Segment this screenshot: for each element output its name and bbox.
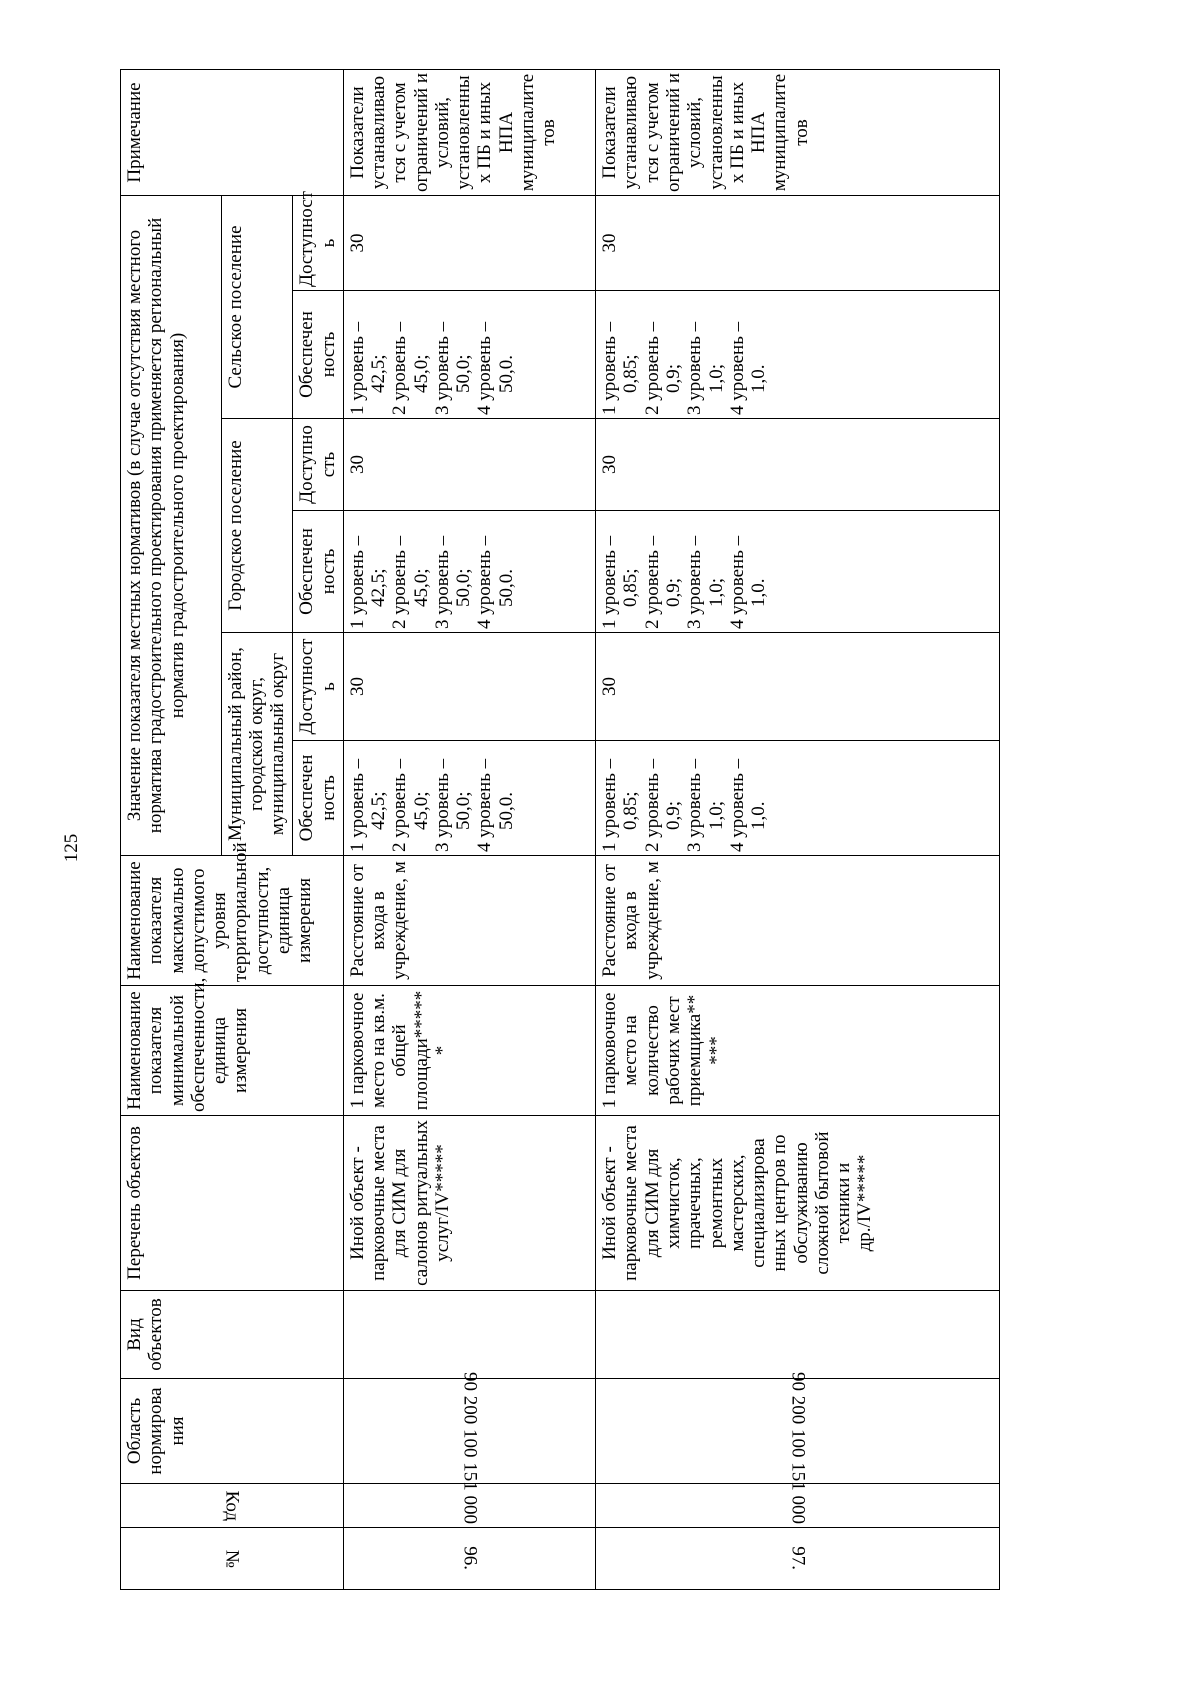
row-min-indicator: 1 парковочное место на количество рабочих мест приемщика** *** [596,986,1000,1116]
row-note: Показатели устанавливаю тся с учетом ограничений и условий, установленны х ПБ и иных НПА муниципалите тов [596,69,1000,195]
row-provision-mun: 1 уровень – 0,85; 2 уровень – 0,9; 3 уровень – 1,0; 4 уровень – 1,0. [596,741,1000,856]
header-area: Область нормирова ния [121,1379,344,1484]
table-row [343,69,595,1589]
page-number: 125 [61,833,82,863]
header-list: Перечень объектов [121,1116,344,1291]
header-provision-rural: Обеспечен ность [293,291,343,419]
row-code: 90 200 100 151 000 [596,1484,1000,1528]
header-code: Код [121,1484,344,1528]
row-provision-mun: 1 уровень – 42,5; 2 уровень – 45,0; 3 уровень – 50,0; 4 уровень – 50,0. [343,741,595,856]
header-municipal: Муниципальный район, городской округ, муниципальный округ [221,633,292,856]
row-min-indicator: 1 парковочное место на кв.м. общей площади***** * [343,986,595,1116]
row-list: Иной объект - парковочные места для СИМ для химчисток, прачечных, ремонтных мастерских, специализирова нных центров по обслуживанию сложной бытовой техники и др./IV***** [596,1116,1000,1291]
row-list: Иной объект - парковочные места для СИМ для салонов ритуальных услуг/IV***** [343,1116,595,1291]
row-provision-urban: 1 уровень – 42,5; 2 уровень – 45,0; 3 уровень – 50,0; 4 уровень – 50,0. [343,511,595,633]
row-access-rural: 30 [343,195,595,290]
row-access-urban: 30 [596,419,1000,511]
header-rural: Сельское поселение [221,195,292,418]
header-note: Примечание [121,69,344,195]
row-number: 97. [596,1528,1000,1590]
row-number: 96. [343,1528,595,1590]
header-min-indicator: Наименование показателя минимальной обеспеченности, единица измерения [121,986,344,1116]
row-provision-rural: 1 уровень – 0,85; 2 уровень – 0,9; 3 уровень – 1,0; 4 уровень – 1,0. [596,291,1000,419]
header-provision-mun: Обеспечен ность [293,741,343,856]
row-kind [343,1291,595,1379]
row-note: Показатели устанавливаю тся с учетом ограничений и условий, установленны х ПБ и иных НПА муниципалите тов [343,69,595,195]
row-code: 90 200 100 151 000 [343,1484,595,1528]
header-kind: Вид объектов [121,1291,344,1379]
table-row [596,69,1000,1589]
header-max-indicator: Наименование показателя максимально допустимого уровня территориальной доступности, единица измерения [121,856,344,986]
row-provision-urban: 1 уровень – 0,85; 2 уровень – 0,9; 3 уровень – 1,0; 4 уровень – 1,0. [596,511,1000,633]
header-provision-urban: Обеспечен ность [293,511,343,633]
row-provision-rural: 1 уровень – 42,5; 2 уровень – 45,0; 3 уровень – 50,0; 4 уровень – 50,0. [343,291,595,419]
norms-table [120,69,1000,1590]
header-urban: Городское поселение [221,419,292,633]
row-access-mun: 30 [596,633,1000,741]
row-kind [596,1291,1000,1379]
row-access-rural: 30 [596,195,1000,290]
row-max-indicator: Расстояние от входа в учреждение, м [596,856,1000,986]
header-values-group: Значение показателя местных нормативов (в случае отсутствия местного норматива градостроительного проектирования применяется региональный норматив градостроительного проектирования) [121,195,222,855]
header-number: № [121,1528,344,1590]
header-access-urban: Доступно сть [293,419,343,511]
header-access-mun: Доступност ь [293,633,343,741]
row-max-indicator: Расстояние от входа в учреждение, м [343,856,595,986]
header-access-rural: Доступност ь [293,195,343,290]
rotated-table-container [120,70,1000,1590]
row-access-urban: 30 [343,419,595,511]
row-access-mun: 30 [343,633,595,741]
